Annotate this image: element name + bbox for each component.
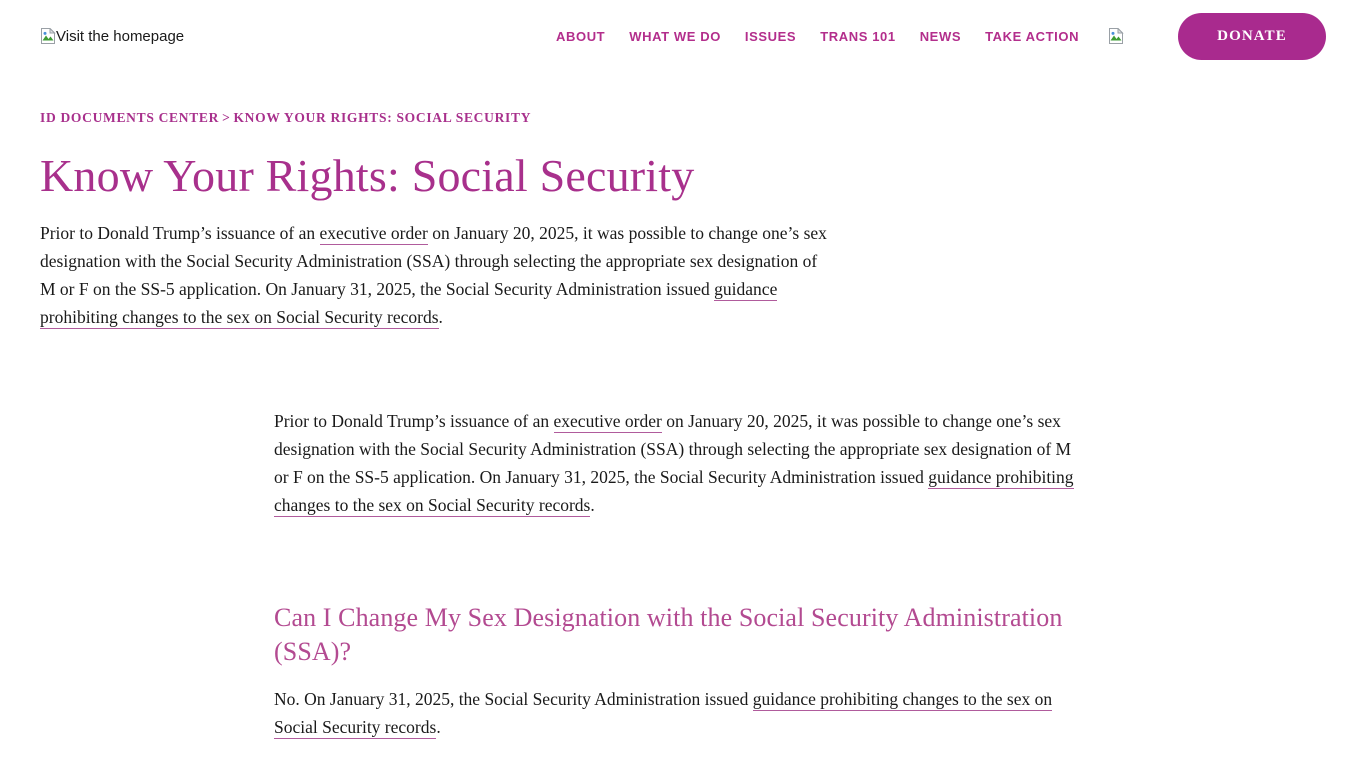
content-paragraph — [274, 407, 1086, 519]
ssa-guidance-link[interactable]: guidance prohibiting changes to the sex on Social Security records — [40, 278, 778, 327]
executive-order-link[interactable]: executive order — [553, 410, 662, 431]
intro-block — [40, 219, 830, 331]
section-answer-paragraph — [274, 685, 1086, 741]
broken-image-icon — [40, 28, 56, 44]
site-header — [0, 0, 1366, 72]
intro-paragraph — [40, 219, 830, 331]
nav-item-news[interactable]: NEWS — [919, 28, 962, 44]
ssa-guidance-link[interactable]: guidance prohibiting changes to the sex on Social Security records — [274, 688, 1053, 737]
answer-text-part-2: . — [436, 716, 441, 737]
nav-item-about[interactable]: ABOUT — [556, 28, 606, 44]
site-logo-link[interactable] — [40, 28, 184, 44]
content-text-part-3: . — [590, 494, 595, 515]
breadcrumb-current: KNOW YOUR RIGHTS: SOCIAL SECURITY — [233, 110, 532, 125]
site-logo-alt-text: Visit the homepage — [56, 27, 185, 45]
nav-item-trans-101[interactable]: TRANS 101 — [820, 28, 896, 44]
breadcrumb-parent-link[interactable]: ID DOCUMENTS CENTER — [40, 110, 220, 125]
ssa-guidance-link[interactable]: guidance prohibiting changes to the sex on Social Security records — [274, 466, 1074, 515]
section-heading: Can I Change My Sex Designation with the Social Security Administration (SSA)? — [274, 602, 1063, 666]
main-navigation — [556, 0, 1133, 72]
page-title: Know Your Rights: Social Security — [40, 150, 695, 201]
intro-text-part-2: on January 20, 2025, it was possible to change one’s sex designation with the Social Security Administration (SSA) through selecting the appropriate sex designation of M or F on the SS-5 application. On January 31, 2025, the Social Security Administration issued — [40, 222, 827, 299]
broken-image-icon — [1108, 28, 1124, 44]
content-column — [274, 407, 1086, 741]
intro-text-part-3: . — [438, 306, 443, 327]
content-text-part-2: on January 20, 2025, it was possible to change one’s sex designation with the Social Security Administration (SSA) through selecting the appropriate sex designation of M or F on the SS-5 application. On January 31, 2025, the Social Security Administration issued — [274, 410, 1072, 487]
donate-button[interactable]: DONATE — [1178, 13, 1326, 60]
intro-text-part-1: Prior to Donald Trump’s issuance of an — [40, 222, 320, 243]
breadcrumb-separator: > — [222, 110, 231, 125]
nav-item-what-we-do[interactable]: WHAT WE DO — [629, 28, 721, 44]
content-text-part-1: Prior to Donald Trump’s issuance of an — [274, 410, 554, 431]
breadcrumb — [40, 110, 1366, 126]
nav-item-take-action[interactable]: TAKE ACTION — [985, 28, 1080, 44]
answer-text-part-1: No. On January 31, 2025, the Social Security Administration issued — [274, 688, 753, 709]
executive-order-link[interactable]: executive order — [319, 222, 428, 243]
search-button[interactable] — [1105, 25, 1127, 47]
nav-item-issues[interactable]: ISSUES — [744, 28, 797, 44]
